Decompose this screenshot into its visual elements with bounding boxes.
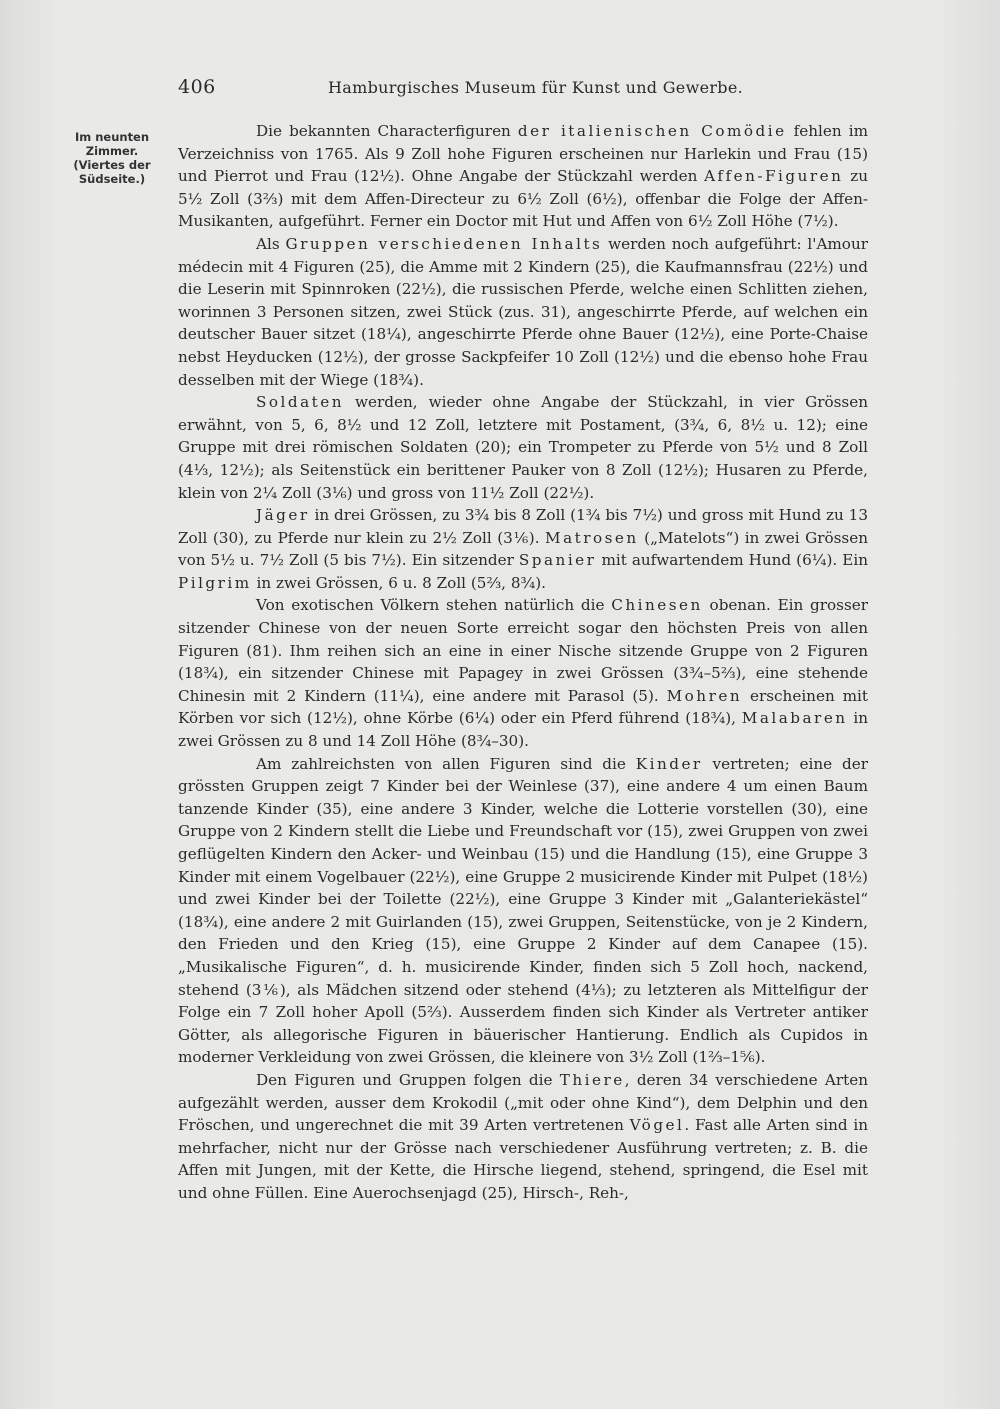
text-run: zu 5½ Zoll (3⅔) mit dem Affen-Directeur zu 6½ Zoll (6½), offenbar die Folge der Affen-Musikanten, aufgeführt. Ferner ein Doctor mit Hut und Affen von 6½ Zoll Höhe (7½). xyxy=(178,167,868,231)
text-run: werden noch aufgeführt: l'Amour médecin mit 4 Figuren (25), die Amme mit 2 Kindern (25), die Kaufmannsfrau (22½) und die Leserin mit Spinnroken (22½), die russischen Pferde, welche einen Schlitten ziehen, worinnen 3 Personen sitzen, zwei Stück (zus. 31), angeschirrte Pferde, auf welchen ein deutscher Bauer sitzet (18¼), angeschirrte Pferde ohne Bauer (12½), eine Porte-Chaise nebst Heyducken (12½), der grosse Sackpfeifer 10 Zoll (12½) und die ebenso hohe Frau desselben mit der Wiege (18¾). xyxy=(178,234,868,389)
spaced-term: der italienischen Comödie xyxy=(517,122,787,140)
text-run: Von exotischen Völkern stehen natürlich die xyxy=(256,596,612,615)
text-run: erscheinen mit Körben vor sich (12½), ohne Körbe (6¼) oder ein Pferd führend (18¾), xyxy=(178,686,868,728)
text-run: in drei Grössen, zu 3¾ bis 8 Zoll (1¾ bis 7½) und gross mit Hund zu 13 Zoll (30), zu Pferde nur klein zu 2½ Zoll (3⅙). xyxy=(178,506,868,547)
text-run: obenan. Ein grosser sitzender Chinese von der neuen Sorte erreicht sogar den höchsten Preis von allen Figuren (81). Ihm reihen sich an eine in einer Nische sitzende Gruppe von 2 Figuren (18¾), ein sitzender Chinese mit Papagey in zwei Grössen (3¾–5⅔), eine stehende Chinesin mit 2 Kindern (11¼), eine andere mit Parasol (5). xyxy=(178,596,869,705)
paragraph xyxy=(178,504,868,594)
spaced-term: Affen-Figuren xyxy=(704,167,844,186)
text-run: in zwei Grössen zu 8 und 14 Zoll Höhe (8¾–30). xyxy=(178,709,868,751)
text-run: fehlen im Verzeichniss von 1765. Als 9 Zoll hohe Figuren erscheinen nur Harlekin und Frau (15) und Pierrot und Frau (12½). Ohne Angabe der Stückzahl werden xyxy=(178,122,868,186)
paragraph xyxy=(178,120,868,233)
paragraph xyxy=(178,753,868,1069)
margin-note-line: Südseite.) xyxy=(78,172,146,186)
margin-note-line: (Viertes der xyxy=(73,158,151,172)
margin-note xyxy=(60,130,164,186)
margin-note-line: Im neunten xyxy=(74,130,150,144)
spaced-term: Mohren xyxy=(666,686,743,705)
spaced-term: Malabaren xyxy=(741,709,848,728)
text-run: , deren 34 verschiedene Arten aufgezählt werden, ausser dem Krokodil („mit oder ohne Kind“), dem Delphin und den Fröschen, und ungerechnet die mit 39 Arten vertretenen xyxy=(178,1070,868,1135)
text-run: Den Figuren und Gruppen folgen die xyxy=(256,1070,560,1089)
spaced-term: Matrosen xyxy=(545,528,639,547)
text-run: mit aufwartendem Hund (6¼). Ein xyxy=(596,551,868,570)
text-run: („Matelots“) in zwei Grössen von 5½ u. 7½ Zoll (5 bis 7½). Ein sitzender xyxy=(178,528,868,570)
spaced-term: Pilgrim xyxy=(178,573,252,592)
text-run: vertreten; eine der grössten Gruppen zeigt 7 Kinder bei der Weinlese (37), eine andere 4 um einen Baum tanzende Kinder (35), eine andere 3 Kinder, welche die Lotterie vorstellen (30), eine Gruppe von 2 Kindern stellt die Liebe und Freundschaft vor (15), zwei Gruppen von zwei geflügelten Kindern den Acker- und Weinbau (15) und die Handlung (15), eine Gruppe 3 Kinder mit einem Vogelbauer (22½), eine Gruppe 2 musicirende Kinder mit Pulpet (18½) und zwei Kinder bei der Toilette (22½), eine Gruppe 3 Kinder mit „Galanteriekästel“ (18¾), eine andere 2 mit Guirlanden (15), zwei Gruppen, Seitenstücke, von je 2 Kindern, den Frieden und den Krieg (15), eine Gruppe 2 Kinder auf dem Canapee (15). „Musikalische Figuren“, d. h. musicirende Kinder, finden sich 5 Zoll hoch, nackend, stehend (3⅙), als Mädchen sitzend oder stehend (4⅓); zu letzteren als Mittelfigur der Folge ein 7 Zoll hoher Apoll (5⅔). Ausserdem finden sich Kinder als Vertreter antiker Götter, als allegorische Figuren in bäuerischer Hantierung. Endlich als Cupidos in moderner Verkleidung von zwei Grössen, die kleinere von 3½ Zoll (1⅔–1⅚). xyxy=(178,754,868,1067)
spaced-term: Jäger xyxy=(256,506,310,525)
margin-note-line: Zimmer. xyxy=(85,144,139,158)
text-run: Am zahlreichsten von allen Figuren sind die xyxy=(256,754,636,773)
spaced-term: Gruppen verschiedenen Inhalts xyxy=(285,234,603,253)
spaced-term: Spanier xyxy=(518,551,597,570)
text-run: . Fast alle Arten sind in mehrfacher, nicht nur der Grösse nach verschiedener Ausführung vertreten; z. B. die Affen mit Jungen, mit der Kette, die Hirsche liegend, stehend, springend, die Esel mit und ohne Füllen. Eine Auerochsenjagd (25), Hirsch-, Reh-, xyxy=(178,1116,868,1202)
spaced-term: Chinesen xyxy=(611,596,703,615)
page-number: 406 xyxy=(178,76,216,98)
text-run: Als xyxy=(256,234,286,253)
paragraph xyxy=(178,391,868,504)
spaced-term: Soldaten xyxy=(256,393,345,412)
paragraph xyxy=(178,594,868,752)
text-run: werden, wieder ohne Angabe der Stückzahl, in vier Grössen erwähnt, von 5, 6, 8½ und 12 Zoll, letztere mit Postament, (3¾, 6, 8½ u. 12); eine Gruppe mit drei römischen Soldaten (20); ein Trompeter zu Pferde von 5½ und 8 Zoll (4⅓, 12½); als Seitenstück ein berittener Pauker von 8 Zoll (12½); Husaren zu Pferde, klein von 2¼ Zoll (3⅙) und gross von 11½ Zoll (22½). xyxy=(178,393,868,502)
text-run: in zwei Grössen, 6 u. 8 Zoll (5⅔, 8¾). xyxy=(251,573,546,592)
body-text xyxy=(178,120,868,1205)
spaced-term: Vögel xyxy=(629,1116,685,1135)
paragraph xyxy=(178,233,868,391)
page-header xyxy=(178,76,868,102)
spaced-term: Kinder xyxy=(635,754,703,773)
running-title: Hamburgisches Museum für Kunst und Gewerbe. xyxy=(328,78,743,97)
text-run: Die bekannten Characterfiguren xyxy=(256,122,518,140)
paragraph xyxy=(178,1069,868,1205)
spaced-term: Thiere xyxy=(559,1070,625,1089)
